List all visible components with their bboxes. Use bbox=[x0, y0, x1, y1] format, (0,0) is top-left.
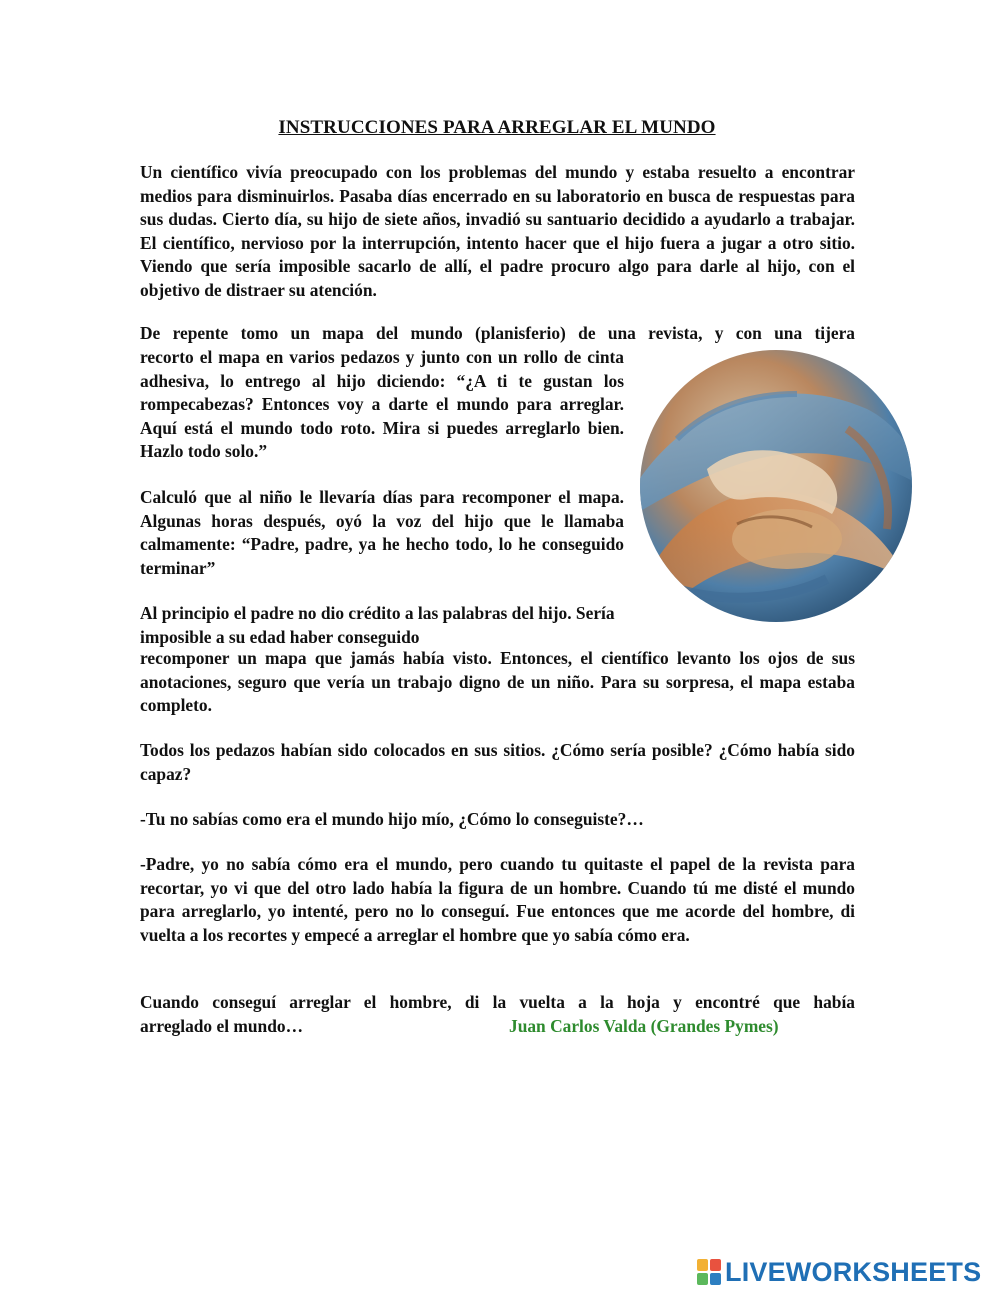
paragraph-2: recorto el mapa en varios pedazos y junto con un rollo de cinta adhesiva, lo entrego al hijo diciendo: “¿A ti te gustan los rompecabezas? Entonces voy a darte el mundo para arreglar. Aquí está el mundo todo roto. Mira si puedes arreglarlo bien. Hazlo todo solo.” bbox=[140, 347, 624, 462]
author-credit: Juan Carlos Valda (Grandes Pymes) bbox=[509, 1015, 779, 1036]
paragraph-6: -Tu no sabías como era el mundo hijo mío, ¿Cómo lo conseguiste?… bbox=[140, 809, 644, 829]
logo-text: LIVEWORKSHEETS bbox=[725, 1256, 982, 1287]
liveworksheets-logo[interactable] bbox=[697, 1257, 981, 1287]
logo-icon bbox=[697, 1259, 721, 1285]
paragraph-8-line-2: arreglado el mundo… bbox=[140, 1015, 303, 1036]
paragraph-2-first-line: De repente tomo un mapa del mundo (planisferio) de una revista, y con una tijera bbox=[140, 323, 855, 343]
paragraph-8-line-1: Cuando conseguí arreglar el hombre, di la vuelta a la hoja y encontré que había bbox=[140, 992, 855, 1012]
paragraph-3: Calculó que al niño le llevaría días para recomponer el mapa. Algunas horas después, oyó la voz del hijo que le llamaba calmamente: “Padre, padre, ya he hecho todo, lo he conseguido terminar” bbox=[140, 486, 624, 578]
paragraph-8 bbox=[140, 991, 855, 1038]
paragraph-1: Un científico vivía preocupado con los problemas del mundo y estaba resuelto a encontrar medios para disminuirlos. Pasaba días encerrado en su laboratorio en busca de respuestas para sus dudas. Cierto día, su hijo de siete años, invadió su santuario decidido a ayudarlo a trabajar. El científico, nervioso por la interrupción, intento hacer que el hijo fuera a jugar a otro sitio. Viendo que sería imposible sacarlo de allí, el padre procuro algo para darle al hijo, con el objetivo de distraer su atención. bbox=[140, 162, 855, 300]
page-title: INSTRUCCIONES PARA ARREGLAR EL MUNDO bbox=[278, 117, 716, 138]
paragraph-5: Todos los pedazos habían sido colocados en sus sitios. ¿Cómo sería posible? ¿Cómo había sido capaz? bbox=[140, 740, 855, 784]
hands-globe-image bbox=[637, 349, 915, 623]
paragraph-7: -Padre, yo no sabía cómo era el mundo, pero cuando tu quitaste el papel de la revista para recortar, yo vi que del otro lado había la figura de un hombre. Cuando tú me disté el mundo para arreglarlo, yo intenté, pero no lo conseguí. Fue entonces que me acorde del hombre, di vuelta a los recortes y empecé a arreglar el hombre que yo sabía cómo era. bbox=[140, 854, 855, 945]
paragraph-4-continued: recomponer un mapa que jamás había visto. Entonces, el científico levanto los ojos de sus anotaciones, seguro que vería un trabajo digno de un niño. Para su sorpresa, el mapa estaba completo. bbox=[140, 648, 855, 716]
paragraph-8-line-2-row bbox=[140, 1015, 855, 1039]
paragraph-4-start: Al principio el padre no dio crédito a las palabras del hijo. Sería imposible a su edad haber conseguido bbox=[140, 603, 615, 647]
wrapped-text-block bbox=[140, 346, 624, 650]
